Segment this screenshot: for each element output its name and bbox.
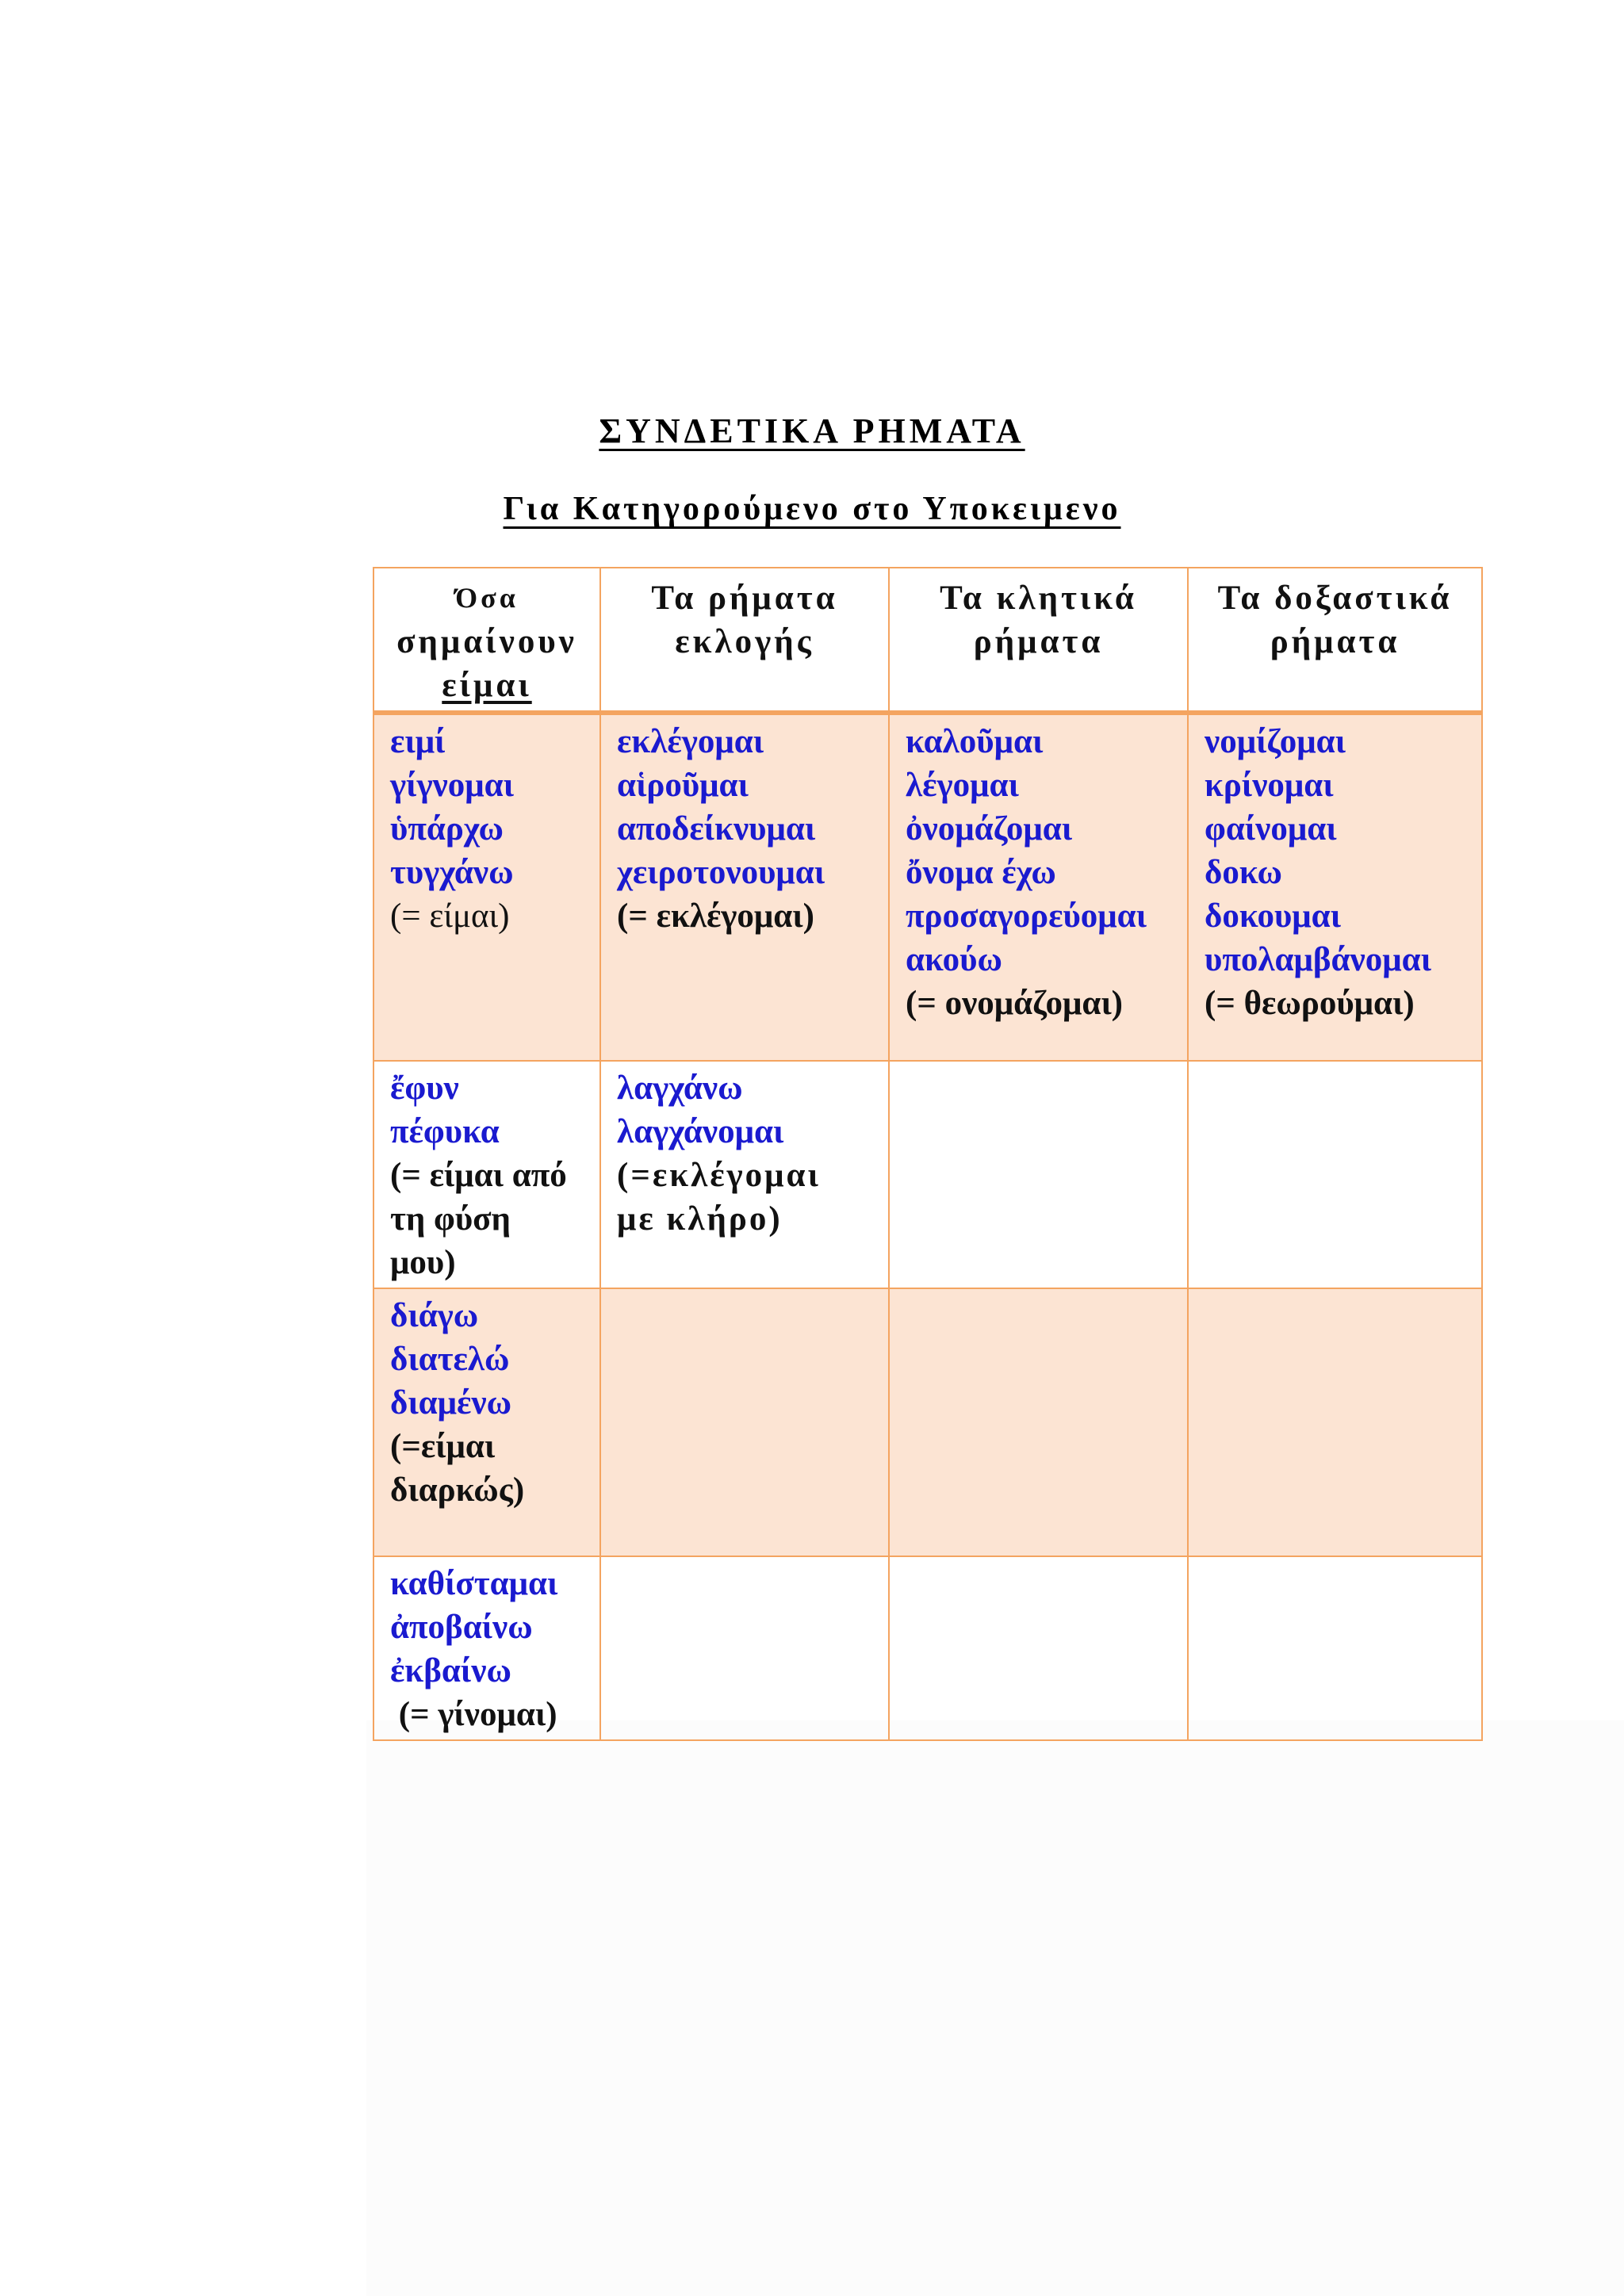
table-cell: [373, 713, 600, 1061]
header-col-eklogis: [600, 568, 889, 713]
table-cell-empty: [1188, 1288, 1482, 1556]
meaning-note: (=εκλέγομαι: [617, 1157, 821, 1194]
verb-item: δοκουμαι: [1205, 897, 1341, 935]
table-header-row: [373, 568, 1482, 713]
header-col-klitika: [889, 568, 1188, 713]
page-title: ΣΥΝΔΕΤΙΚΑ ΡΗΜΑΤΑ: [599, 411, 1025, 450]
verb-item: ακούω: [906, 941, 1002, 978]
table-cell-empty: [889, 1556, 1188, 1740]
table-row: [373, 713, 1482, 1061]
verb-item: διατελώ: [390, 1341, 510, 1378]
verb-item: νομίζομαι: [1205, 723, 1346, 760]
verb-item: ὑπάρχω: [390, 810, 504, 848]
verb-item: καθίσταμαι: [390, 1565, 558, 1602]
header-col-doxastika: [1188, 568, 1482, 713]
verb-item: τυγχάνω: [390, 854, 514, 891]
verb-item: υπολαμβάνομαι: [1205, 941, 1431, 978]
header-line: ρήματα: [973, 623, 1104, 660]
table-cell-empty: [889, 1288, 1188, 1556]
table-row: [373, 1556, 1482, 1740]
verb-item: χειροτονουμαι: [617, 854, 825, 891]
table-row: [373, 1288, 1482, 1556]
meaning-note: τη φύση: [390, 1200, 511, 1238]
verb-item: πέφυκα: [390, 1113, 500, 1150]
verb-item: ειμί: [390, 723, 446, 760]
verb-item: ἐκβαίνω: [390, 1652, 511, 1689]
table-cell: [600, 713, 889, 1061]
table-cell-empty: [600, 1556, 889, 1740]
verb-item: καλοῦμαι: [906, 723, 1044, 760]
verb-item: κρίνομαι: [1205, 767, 1334, 804]
header-line: Τα κλητικά: [940, 580, 1137, 617]
table-cell-empty: [600, 1288, 889, 1556]
header-line: Τα δοξαστικά: [1217, 580, 1453, 617]
meaning-note: (= είμαι από: [390, 1157, 567, 1194]
meaning-note: (= θεωρούμαι): [1205, 985, 1415, 1022]
meaning-note: (= γίνομαι): [390, 1696, 557, 1733]
linking-verbs-table: [373, 567, 1483, 1741]
table-cell: [600, 1061, 889, 1288]
header-line: εκλογής: [675, 623, 814, 660]
table-cell: [373, 1556, 600, 1740]
verb-item: αἱροῦμαι: [617, 767, 749, 804]
meaning-note: (= ονομάζομαι): [906, 985, 1123, 1022]
verb-item: λαγχάνω: [617, 1070, 743, 1107]
page-subtitle: Για Κατηγορούμενο στο Υποκειμενο: [503, 491, 1121, 527]
header-line: είμαι: [442, 667, 532, 704]
meaning-note: (=είμαι: [390, 1428, 496, 1465]
header-line: ρήματα: [1270, 623, 1400, 660]
header-line: σημαίνουν: [396, 623, 577, 660]
meaning-note: μου): [390, 1244, 456, 1281]
table-cell-empty: [889, 1061, 1188, 1288]
verb-item: φαίνομαι: [1205, 810, 1337, 848]
verb-item: εκλέγομαι: [617, 723, 764, 760]
header-line: Όσα: [455, 582, 519, 614]
verb-item: ὀνομάζομαι: [906, 810, 1073, 848]
header-col-einai: [373, 568, 600, 713]
verb-item: αποδείκνυμαι: [617, 810, 816, 848]
header-line: Τα ρήματα: [651, 580, 838, 617]
table-cell: [889, 713, 1188, 1061]
verb-item: διαμένω: [390, 1384, 512, 1422]
table-cell-empty: [1188, 1556, 1482, 1740]
meaning-note: (= είμαι): [390, 897, 510, 935]
verb-item: δοκω: [1205, 854, 1282, 891]
meaning-note: διαρκώς): [390, 1471, 525, 1509]
verb-item: λαγχάνομαι: [617, 1113, 784, 1150]
table-cell: [373, 1288, 600, 1556]
verb-item: ἀποβαίνω: [390, 1609, 533, 1646]
table-cell-empty: [1188, 1061, 1482, 1288]
page-background-shade: [366, 1720, 1624, 2296]
table-cell: [1188, 713, 1482, 1061]
meaning-note: (= εκλέγομαι): [617, 897, 814, 935]
table-cell: [373, 1061, 600, 1288]
table-row: [373, 1061, 1482, 1288]
meaning-note: με κλήρο): [617, 1200, 783, 1238]
verb-item: ὄνομα έχω: [906, 854, 1056, 891]
verb-item: διάγω: [390, 1297, 479, 1334]
verb-item: προσαγορεύομαι: [906, 897, 1147, 935]
verb-item: γίγνομαι: [390, 767, 514, 804]
verb-item: λέγομαι: [906, 767, 1019, 804]
verb-item: ἔφυν: [390, 1070, 459, 1107]
